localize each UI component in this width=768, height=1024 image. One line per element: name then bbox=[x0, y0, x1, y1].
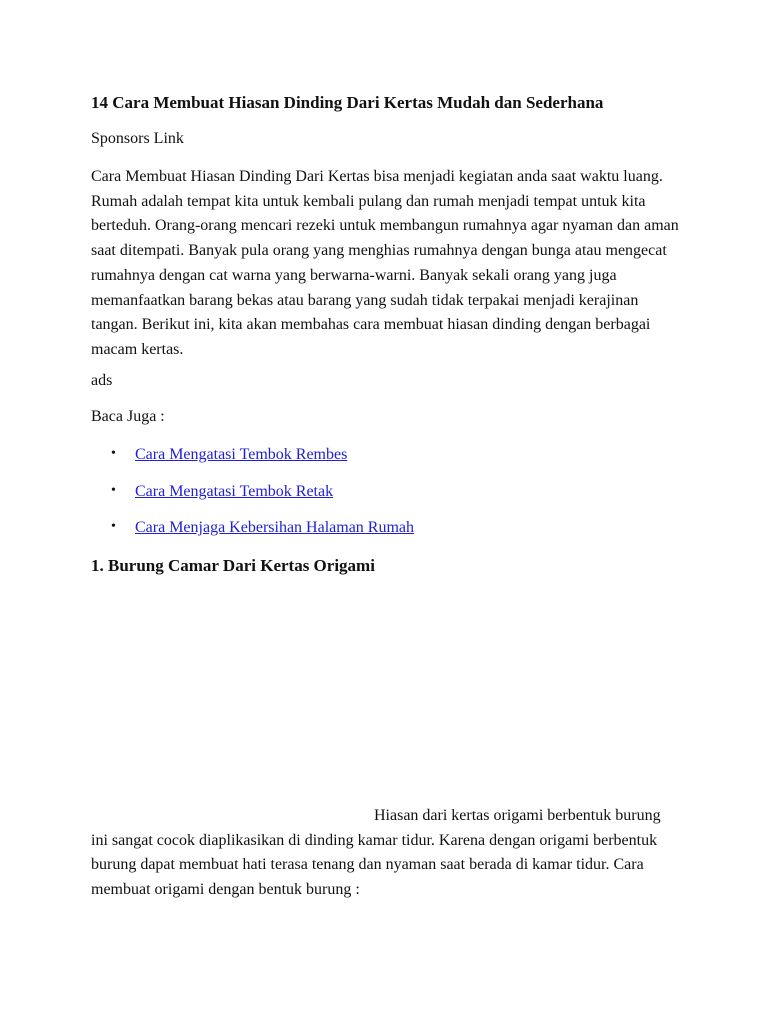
list-item bbox=[91, 519, 414, 556]
article-title: 14 Cara Membuat Hiasan Dinding Dari Kertas Mudah dan Sederhana bbox=[91, 93, 604, 112]
related-link-kebersihan-halaman[interactable]: Cara Menjaga Kebersihan Halaman Rumah bbox=[135, 519, 415, 536]
section-heading: 1. Burung Camar Dari Kertas Origami bbox=[91, 556, 375, 575]
related-links-list bbox=[91, 446, 414, 556]
intro-paragraph: Cara Membuat Hiasan Dinding Dari Kertas bisa menjadi kegiatan anda saat waktu luang. Rumah adalah tempat kita untuk kembali pulang dan rumah menjadi tempat untuk kita berteduh. Orang-orang mencari rezeki untuk membangun rumahnya agar nyaman dan aman saat ditempati. Banyak pula orang yang menghias rumahnya dengan bunga atau mengecat rumahnya dengan cat warna yang berwarna-warni. Banyak sekali orang yang juga memanfaatkan barang bekas atau barang yang sudah tidak terpakai menjadi kerajinan tangan. Berikut ini, kita akan membahas cara membuat hiasan dinding dengan berbagai macam kertas. bbox=[91, 168, 679, 358]
list-item bbox=[91, 446, 414, 483]
bullet-icon: • bbox=[111, 446, 116, 461]
bullet-icon: • bbox=[111, 482, 116, 498]
sponsors-link-label: Sponsors Link bbox=[91, 130, 184, 147]
ads-label: ads bbox=[91, 372, 113, 389]
baca-juga-label: Baca Juga : bbox=[91, 408, 165, 425]
list-item bbox=[91, 483, 414, 520]
image-placeholder bbox=[91, 590, 681, 800]
bullet-icon: • bbox=[111, 519, 116, 534]
section-paragraph: Hiasan dari kertas origami berbentuk burung ini sangat cocok diaplikasikan di dinding kamar tidur. Karena dengan origami berbentuk burung dapat membuat hati terasa tenang dan nyaman saat berada di kamar tidur. Cara membuat origami dengan bentuk burung : bbox=[91, 807, 661, 899]
related-link-tembok-rembes[interactable]: Cara Mengatasi Tembok Rembes bbox=[135, 446, 348, 463]
related-link-tembok-retak[interactable]: Cara Mengatasi Tembok Retak bbox=[135, 482, 334, 500]
